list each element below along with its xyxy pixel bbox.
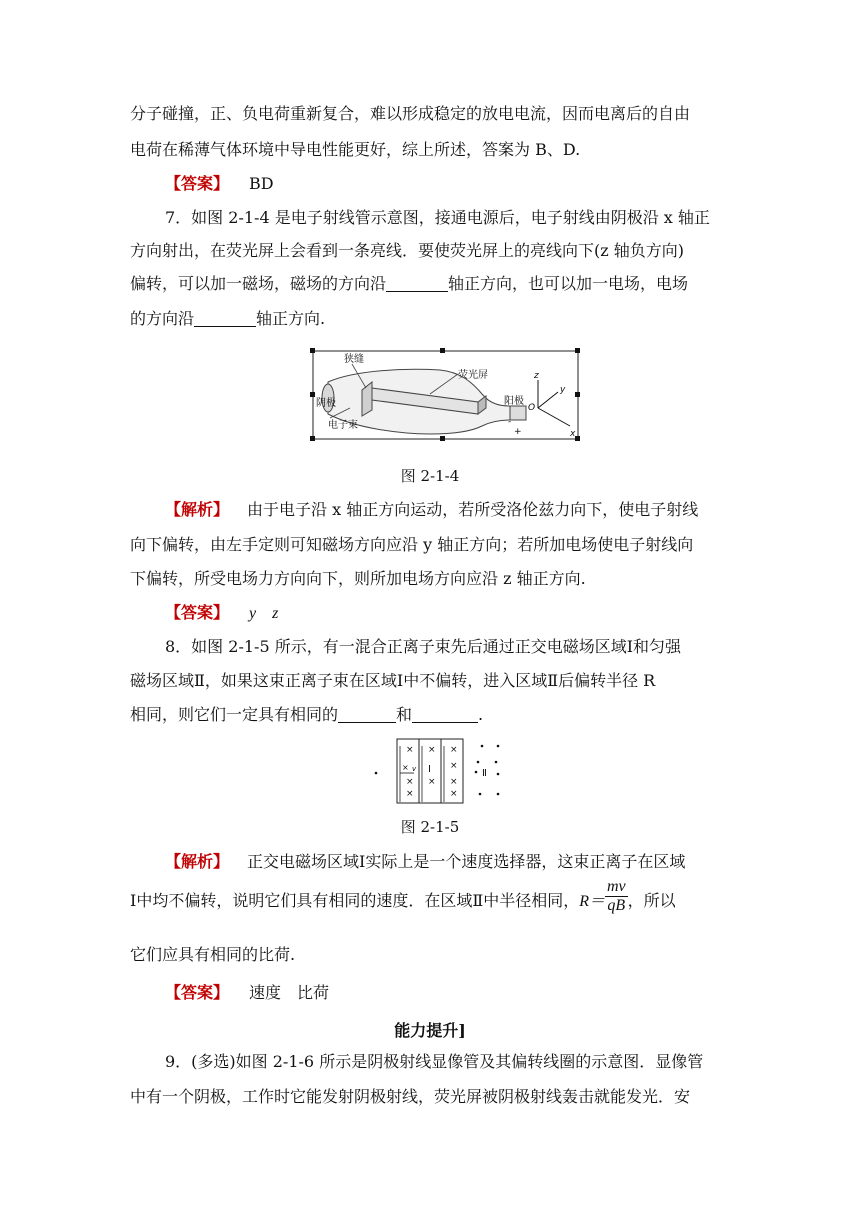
label-minus: - xyxy=(508,417,512,427)
q9-text-line: 中有一个阴极，工作时它能发射阴极射线，荧光屏被阴极射线轰击就能发光．安 xyxy=(130,1087,691,1106)
q6-text-line: 电荷在稀薄气体环境中导电性能更好，综上所述，答案为 B、D. xyxy=(130,140,581,159)
label-anode: 阳极 xyxy=(504,396,524,407)
formula-lhs: R＝ xyxy=(579,893,605,910)
figure-2-1-4 xyxy=(310,348,582,442)
label-axis-x: x xyxy=(570,429,576,439)
q7-text-line xyxy=(130,309,730,329)
magnetic-field-cross: × xyxy=(406,777,414,787)
label-origin: O xyxy=(528,403,536,413)
magnetic-field-cross: × xyxy=(450,777,458,787)
analysis-tag: 【解析】 xyxy=(165,500,230,519)
q8-text-segment: . xyxy=(478,705,484,724)
answer-value: BD xyxy=(249,174,274,193)
answer-value: y z xyxy=(249,605,279,622)
q9-text-line: 9．(多选)如图 2-1-6 所示是阴极射线显像管及其偏转线圈的示意图．显像管 xyxy=(165,1052,704,1071)
label-screen: 荧光屏 xyxy=(458,370,488,381)
q8-analysis-line xyxy=(165,852,765,872)
velocity-label: v xyxy=(412,765,417,773)
magnetic-field-cross: × xyxy=(428,777,436,787)
formula-denominator: qB xyxy=(607,897,626,914)
magnetic-field-cross: × xyxy=(450,761,458,771)
q7-analysis-line: 下偏转，所受电场力方向向下，则所加电场方向应沿 z 轴正方向. xyxy=(130,569,586,588)
analysis-text: 由于电子沿 x 轴正方向运动，若所受洛伦兹力向下，使电子射线 xyxy=(247,500,699,519)
answer-tag: 【答案】 xyxy=(165,603,230,622)
q8-text-segment: 和 xyxy=(396,705,413,724)
answer-blank xyxy=(412,706,478,723)
magnetic-field-cross: × xyxy=(450,789,458,799)
label-plus: + xyxy=(514,427,522,437)
label-beam: 电子束 xyxy=(328,420,358,431)
label-axis-y: y xyxy=(560,385,566,395)
formula-fraction xyxy=(605,878,628,915)
region-2-label: Ⅱ xyxy=(482,768,487,779)
q7-text-segment: 轴正方向，也可以加一电场，电场 xyxy=(448,274,689,293)
magnetic-field-cross: × xyxy=(406,745,414,755)
q7-text-line: 方向射出，在荧光屏上会看到一条亮线．要使荧光屏上的亮线向下(z 轴负方向) xyxy=(130,241,685,260)
q8-text-segment: 相同，则它们一定具有相同的 xyxy=(130,705,339,724)
magnetic-field-cross: × xyxy=(406,789,414,799)
figure-caption: 图 2-1-4 xyxy=(400,467,460,485)
q7-text-line xyxy=(130,274,730,294)
q8-text-line: 磁场区域Ⅱ，如果这束正离子束在区域Ⅰ中不偏转，进入区域Ⅱ后偏转半径 R xyxy=(130,671,656,690)
answer-blank xyxy=(338,706,396,723)
q8-text-line xyxy=(130,705,730,725)
label-cathode: 阴极 xyxy=(316,398,336,409)
q7-text-segment: 偏转，可以加一磁场，磁场的方向沿 xyxy=(130,274,387,293)
q8-analysis-line: 它们应具有相同的比荷. xyxy=(130,945,296,964)
formula-numerator: mv xyxy=(606,878,626,895)
q7-analysis-line: 向下偏转，由左手定则可知磁场方向应沿 y 轴正方向；若所加电场使电子射线向 xyxy=(130,535,694,554)
analysis-text: 正交电磁场区域Ⅰ实际上是一个速度选择器，这束正离子在区域 xyxy=(247,852,686,871)
q6-answer xyxy=(165,174,765,194)
q7-answer xyxy=(165,603,765,624)
section-title: 能力提升] xyxy=(394,1021,466,1040)
magnetic-field-cross: × xyxy=(450,745,458,755)
q7-text-segment: 的方向沿 xyxy=(130,309,195,328)
figure-caption: 图 2-1-5 xyxy=(400,818,460,836)
magnetic-field-cross: × xyxy=(428,745,436,755)
answer-value: 速度 比荷 xyxy=(249,983,330,1002)
q7-text-line: 7．如图 2-1-4 是电子射线管示意图，接通电源后，电子射线由阴极沿 x 轴正 xyxy=(165,208,710,227)
analysis-text: ，所以 xyxy=(627,891,676,910)
analysis-text: Ⅰ中均不偏转，说明它们具有相同的速度．在区域Ⅱ中半径相同， xyxy=(130,891,580,910)
answer-tag: 【答案】 xyxy=(165,983,230,1002)
answer-blank xyxy=(194,310,256,327)
figure-2-1-5 xyxy=(370,736,510,806)
answer-blank xyxy=(386,275,448,292)
label-axis-z: z xyxy=(534,371,539,381)
label-slit: 狭缝 xyxy=(344,354,364,365)
q8-answer xyxy=(165,983,765,1003)
particle-velocity-x: × xyxy=(402,763,409,772)
answer-tag: 【答案】 xyxy=(165,174,230,193)
q7-analysis-line xyxy=(165,500,765,520)
q7-text-segment: 轴正方向. xyxy=(256,309,326,328)
analysis-tag: 【解析】 xyxy=(165,852,230,871)
region-1-label: Ⅰ xyxy=(428,764,431,775)
q6-text-line: 分子碰撞，正、负电荷重新复合，难以形成稳定的放电电流，因而电离后的自由 xyxy=(130,104,691,123)
q8-text-line: 8．如图 2-1-5 所示，有一混合正离子束先后通过正交电磁场区域Ⅰ和匀强 xyxy=(165,637,682,656)
q8-analysis-line xyxy=(130,878,730,915)
